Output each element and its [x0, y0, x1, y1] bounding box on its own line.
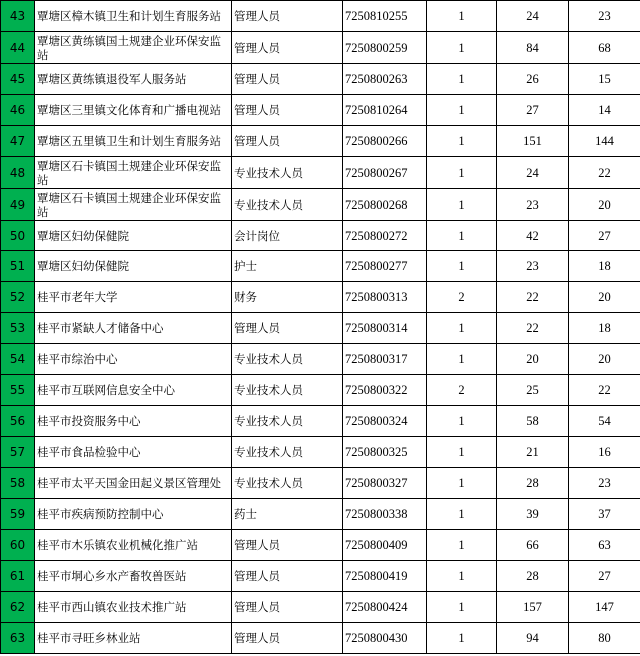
- post-code: 7250800263: [343, 64, 427, 95]
- post-code: 7250800259: [343, 32, 427, 64]
- applicant-count: 23: [497, 251, 569, 282]
- qualified-count: 18: [569, 313, 640, 344]
- post-name: 专业技术人员: [232, 375, 343, 406]
- unit-name: 覃塘区五里镇卫生和计划生育服务站: [35, 126, 232, 157]
- plan-count: 1: [427, 437, 497, 468]
- qualified-count: 144: [569, 126, 640, 157]
- post-code: 7250800272: [343, 221, 427, 251]
- row-number: 44: [1, 32, 35, 64]
- plan-count: 1: [427, 468, 497, 499]
- post-code: 7250800338: [343, 499, 427, 530]
- table-row: [1, 313, 640, 344]
- post-name: 财务: [232, 282, 343, 313]
- row-number: 50: [1, 221, 35, 251]
- table-row: [1, 406, 640, 437]
- post-code: 7250800419: [343, 561, 427, 592]
- applicant-count: 28: [497, 468, 569, 499]
- table-row: [1, 499, 640, 530]
- row-number: 53: [1, 313, 35, 344]
- plan-count: 1: [427, 1, 497, 32]
- unit-name: 覃塘区妇幼保健院: [35, 251, 232, 282]
- row-number: 43: [1, 1, 35, 32]
- table-row: [1, 468, 640, 499]
- post-code: 7250800268: [343, 189, 427, 221]
- post-code: 7250800430: [343, 623, 427, 654]
- applicant-count: 24: [497, 1, 569, 32]
- unit-name: 覃塘区樟木镇卫生和计划生育服务站: [35, 1, 232, 32]
- table-row: [1, 530, 640, 561]
- applicant-count: 84: [497, 32, 569, 64]
- plan-count: 1: [427, 32, 497, 64]
- qualified-count: 16: [569, 437, 640, 468]
- post-code: 7250800409: [343, 530, 427, 561]
- qualified-count: 14: [569, 95, 640, 126]
- row-number: 48: [1, 157, 35, 189]
- table-row: [1, 251, 640, 282]
- qualified-count: 18: [569, 251, 640, 282]
- table-row: [1, 95, 640, 126]
- table-row: [1, 282, 640, 313]
- applicant-count: 66: [497, 530, 569, 561]
- plan-count: 1: [427, 406, 497, 437]
- table-row: [1, 437, 640, 468]
- post-code: 7250800277: [343, 251, 427, 282]
- post-code: 7250800266: [343, 126, 427, 157]
- row-number: 61: [1, 561, 35, 592]
- row-number: 58: [1, 468, 35, 499]
- applicant-count: 20: [497, 344, 569, 375]
- applicant-count: 22: [497, 313, 569, 344]
- post-code: 7250800324: [343, 406, 427, 437]
- row-number: 51: [1, 251, 35, 282]
- unit-name: 覃塘区黄练镇退役军人服务站: [35, 64, 232, 95]
- qualified-count: 20: [569, 189, 640, 221]
- qualified-count: 27: [569, 561, 640, 592]
- qualified-count: 27: [569, 221, 640, 251]
- unit-name: 桂平市木乐镇农业机械化推广站: [35, 530, 232, 561]
- applicant-count: 26: [497, 64, 569, 95]
- applicant-count: 28: [497, 561, 569, 592]
- post-name: 管理人员: [232, 95, 343, 126]
- plan-count: 1: [427, 64, 497, 95]
- row-number: 56: [1, 406, 35, 437]
- qualified-count: 20: [569, 344, 640, 375]
- row-number: 57: [1, 437, 35, 468]
- applicant-count: 25: [497, 375, 569, 406]
- applicant-count: 27: [497, 95, 569, 126]
- unit-name: 桂平市投资服务中心: [35, 406, 232, 437]
- plan-count: 1: [427, 157, 497, 189]
- qualified-count: 54: [569, 406, 640, 437]
- post-name: 会计岗位: [232, 221, 343, 251]
- table-row: [1, 221, 640, 251]
- table-row: [1, 623, 640, 654]
- post-code: 7250810264: [343, 95, 427, 126]
- post-name: 专业技术人员: [232, 406, 343, 437]
- plan-count: 1: [427, 95, 497, 126]
- row-number: 47: [1, 126, 35, 157]
- plan-count: 1: [427, 561, 497, 592]
- plan-count: 1: [427, 313, 497, 344]
- row-number: 60: [1, 530, 35, 561]
- post-code: 7250800313: [343, 282, 427, 313]
- post-code: 7250800267: [343, 157, 427, 189]
- applicant-count: 42: [497, 221, 569, 251]
- unit-name: 桂平市垌心乡水产畜牧兽医站: [35, 561, 232, 592]
- qualified-count: 23: [569, 1, 640, 32]
- post-name: 专业技术人员: [232, 437, 343, 468]
- table-row: [1, 32, 640, 64]
- unit-name: 桂平市综治中心: [35, 344, 232, 375]
- qualified-count: 147: [569, 592, 640, 623]
- row-number: 62: [1, 592, 35, 623]
- post-name: 护士: [232, 251, 343, 282]
- post-code: 7250800424: [343, 592, 427, 623]
- post-name: 专业技术人员: [232, 189, 343, 221]
- unit-name: 桂平市食品检验中心: [35, 437, 232, 468]
- plan-count: 1: [427, 499, 497, 530]
- unit-name: 覃塘区石卡镇国土规建企业环保安监站: [35, 157, 232, 189]
- unit-name: 桂平市老年大学: [35, 282, 232, 313]
- unit-name: 桂平市西山镇农业技术推广站: [35, 592, 232, 623]
- post-name: 专业技术人员: [232, 468, 343, 499]
- plan-count: 1: [427, 189, 497, 221]
- unit-name: 覃塘区黄练镇国土规建企业环保安监站: [35, 32, 232, 64]
- post-name: 管理人员: [232, 313, 343, 344]
- post-name: 专业技术人员: [232, 157, 343, 189]
- applicant-count: 23: [497, 189, 569, 221]
- plan-count: 1: [427, 126, 497, 157]
- post-name: 管理人员: [232, 32, 343, 64]
- plan-count: 1: [427, 623, 497, 654]
- applicant-count: 94: [497, 623, 569, 654]
- post-code: 7250800327: [343, 468, 427, 499]
- row-number: 49: [1, 189, 35, 221]
- plan-count: 1: [427, 530, 497, 561]
- unit-name: 覃塘区妇幼保健院: [35, 221, 232, 251]
- plan-count: 1: [427, 221, 497, 251]
- row-number: 45: [1, 64, 35, 95]
- row-number: 59: [1, 499, 35, 530]
- qualified-count: 22: [569, 157, 640, 189]
- post-name: 管理人员: [232, 64, 343, 95]
- applicant-count: 22: [497, 282, 569, 313]
- row-number: 54: [1, 344, 35, 375]
- post-name: 管理人员: [232, 623, 343, 654]
- table-body: [1, 1, 640, 654]
- plan-count: 1: [427, 251, 497, 282]
- qualified-count: 23: [569, 468, 640, 499]
- applicant-count: 151: [497, 126, 569, 157]
- applicant-count: 58: [497, 406, 569, 437]
- qualified-count: 63: [569, 530, 640, 561]
- qualified-count: 68: [569, 32, 640, 64]
- unit-name: 覃塘区三里镇文化体育和广播电视站: [35, 95, 232, 126]
- unit-name: 桂平市疾病预防控制中心: [35, 499, 232, 530]
- row-number: 46: [1, 95, 35, 126]
- table-row: [1, 64, 640, 95]
- post-name: 药士: [232, 499, 343, 530]
- post-code: 7250800322: [343, 375, 427, 406]
- post-code: 7250800317: [343, 344, 427, 375]
- applicant-count: 24: [497, 157, 569, 189]
- unit-name: 桂平市寻旺乡林业站: [35, 623, 232, 654]
- post-code: 7250810255: [343, 1, 427, 32]
- qualified-count: 80: [569, 623, 640, 654]
- post-code: 7250800314: [343, 313, 427, 344]
- post-name: 管理人员: [232, 1, 343, 32]
- unit-name: 桂平市太平天国金田起义景区管理处: [35, 468, 232, 499]
- post-code: 7250800325: [343, 437, 427, 468]
- table-row: [1, 189, 640, 221]
- post-name: 管理人员: [232, 530, 343, 561]
- table-row: [1, 592, 640, 623]
- unit-name: 桂平市紧缺人才储备中心: [35, 313, 232, 344]
- qualified-count: 20: [569, 282, 640, 313]
- plan-count: 2: [427, 282, 497, 313]
- table-row: [1, 1, 640, 32]
- applicant-count: 157: [497, 592, 569, 623]
- post-name: 管理人员: [232, 126, 343, 157]
- plan-count: 1: [427, 344, 497, 375]
- qualified-count: 22: [569, 375, 640, 406]
- unit-name: 桂平市互联网信息安全中心: [35, 375, 232, 406]
- applicant-count: 21: [497, 437, 569, 468]
- table-row: [1, 561, 640, 592]
- post-name: 管理人员: [232, 561, 343, 592]
- unit-name: 覃塘区石卡镇国土规建企业环保安监站: [35, 189, 232, 221]
- qualified-count: 37: [569, 499, 640, 530]
- row-number: 55: [1, 375, 35, 406]
- row-number: 63: [1, 623, 35, 654]
- plan-count: 1: [427, 592, 497, 623]
- row-number: 52: [1, 282, 35, 313]
- post-name: 管理人员: [232, 592, 343, 623]
- table-row: [1, 126, 640, 157]
- qualified-count: 15: [569, 64, 640, 95]
- applicant-count: 39: [497, 499, 569, 530]
- table-row: [1, 344, 640, 375]
- post-name: 专业技术人员: [232, 344, 343, 375]
- table-row: [1, 157, 640, 189]
- plan-count: 2: [427, 375, 497, 406]
- table-row: [1, 375, 640, 406]
